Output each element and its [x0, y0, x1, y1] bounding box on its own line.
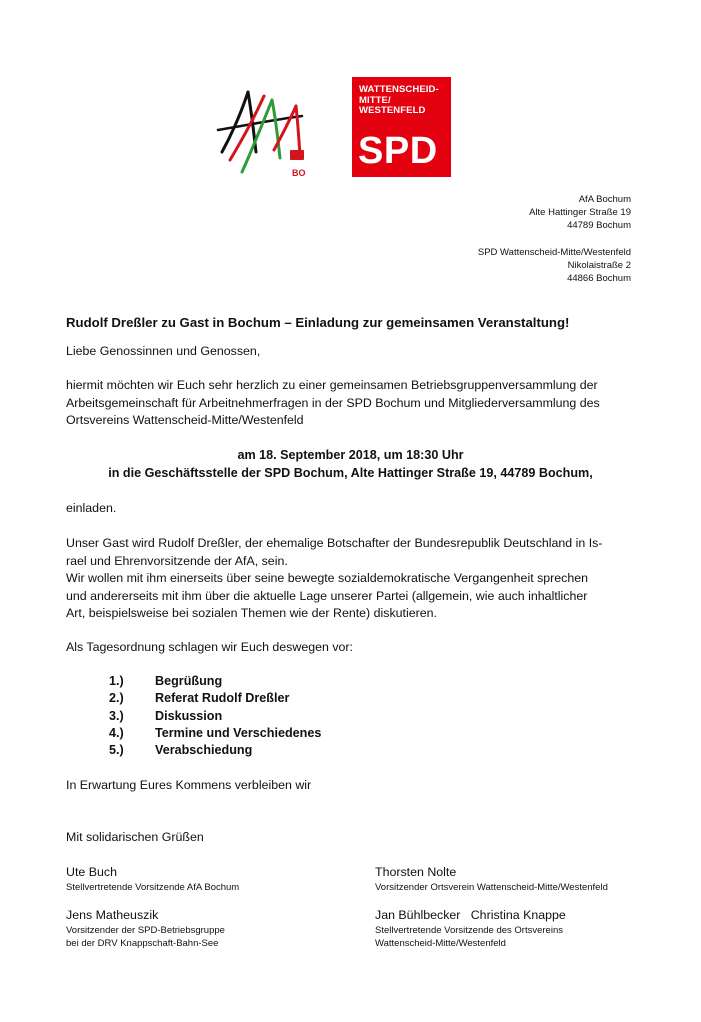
text-line: rael und Ehrenvorsitzende der AfA, sein. — [66, 553, 288, 568]
agenda-intro — [66, 639, 636, 657]
agenda-label: Referat Rudolf Dreßler — [155, 691, 290, 706]
greeting — [66, 343, 636, 361]
event-date: am 18. September 2018, um 18:30 Uhr — [237, 448, 464, 462]
text-line: Arbeitsgemeinschaft für Arbeitnehmerfragen in der SPD Bochum und Mitgliederversammlung des — [66, 395, 600, 410]
closing-text: In Erwartung Eures Kommens verbleiben wir — [66, 778, 312, 792]
guest-paragraph — [66, 535, 636, 623]
agenda-item — [109, 708, 321, 725]
text-line: und andererseits mit ihm über die aktuelle Lage unserer Partei (allgemein, wie auch inhaltlicher — [66, 588, 588, 603]
invite-end — [66, 500, 636, 518]
event-place: in die Geschäftsstelle der SPD Bochum, Alte Hattinger Straße 19, 44789 Bochum, — [108, 466, 593, 480]
afa-badge-text: BO — [292, 168, 306, 178]
invite-end-text: einladen. — [66, 501, 117, 515]
signature-role: bei der DRV Knappschaft-Bahn-See — [66, 938, 219, 949]
regards-text: Mit solidarischen Grüßen — [66, 830, 204, 844]
text-line: Wir wollen mit ihm einerseits über seine bewegte sozialdemokratische Vergangenheit sprechen — [66, 571, 589, 585]
closing — [66, 777, 636, 795]
signature-role: Stellvertretende Vorsitzende AfA Bochum — [66, 882, 240, 893]
spd-logo-subtitle: WATTENSCHEID- MITTE/ WESTENFELD — [359, 84, 439, 116]
agenda-item — [109, 673, 321, 690]
address-line: 44789 Bochum — [567, 220, 631, 231]
agenda-label: Begrüßung — [155, 674, 223, 688]
address-line: 44866 Bochum — [567, 273, 631, 284]
text-line: Unser Gast wird Rudolf Dreßler, der ehemalige Botschafter der Bundesrepublik Deutschland in Is- — [66, 536, 603, 550]
address-line: Alte Hattinger Straße 19 — [529, 207, 631, 218]
intro-paragraph — [66, 377, 636, 430]
signature-name-buehlbecker-knappe: Jan Bühlbecker Christina Knappe — [375, 908, 566, 922]
signature-role: Vorsitzender der SPD-Betriebsgruppe — [66, 925, 225, 936]
address-line: SPD Wattenscheid-Mitte/Westenfeld — [477, 247, 631, 258]
agenda-label: Verabschiedung — [155, 743, 253, 758]
signature-name-jens-matheuszik: Jens Matheuszik — [66, 908, 159, 922]
agenda-item — [109, 742, 321, 759]
address-line: Nikolaistraße 2 — [567, 260, 631, 271]
signature-role: Vorsitzender Ortsverein Wattenscheid-Mitte/Westenfeld — [375, 882, 608, 893]
agenda-intro-text: Als Tagesordnung schlagen wir Euch deswegen vor: — [66, 640, 353, 654]
text-line: hiermit möchten wir Euch sehr herzlich zu einer gemeinsamen Betriebsgruppenversammlung der — [66, 378, 598, 392]
regards — [66, 829, 636, 847]
address-spd — [478, 246, 631, 285]
agenda-item — [109, 690, 321, 707]
signature-role: Stellvertretende Vorsitzende des Ortsvereins — [375, 925, 563, 936]
letter-subject: Rudolf Dreßler zu Gast in Bochum – Einladung zur gemeinsamen Veranstaltung! — [66, 315, 570, 330]
agenda-label: Termine und Verschiedenes — [155, 725, 322, 740]
afa-logo — [212, 80, 312, 180]
agenda-number: 2.) — [109, 691, 124, 706]
signature-name-thorsten-nolte: Thorsten Nolte — [375, 865, 457, 879]
spd-logo — [352, 77, 451, 177]
signature-name-ute-buch: Ute Buch — [66, 865, 117, 879]
text-line: Ortsvereins Wattenscheid-Mitte/Westenfeld — [66, 413, 304, 427]
agenda-item — [109, 725, 321, 742]
agenda-number: 3.) — [109, 708, 124, 723]
spd-logo-name: SPD — [358, 130, 438, 172]
agenda-list — [109, 673, 321, 759]
agenda-label: Diskussion — [155, 708, 223, 723]
greeting-text: Liebe Genossinnen und Genossen, — [66, 344, 261, 358]
address-afa — [529, 193, 631, 232]
agenda-number: 4.) — [109, 725, 124, 740]
event-details — [0, 446, 701, 482]
signature-role: Wattenscheid-Mitte/Westenfeld — [375, 938, 506, 949]
agenda-number: 1.) — [109, 674, 124, 688]
agenda-number: 5.) — [109, 743, 124, 758]
address-line: AfA Bochum — [578, 194, 631, 205]
text-line: Art, beispielsweise bei sozialen Themen wie der Rente) diskutieren. — [66, 606, 437, 620]
